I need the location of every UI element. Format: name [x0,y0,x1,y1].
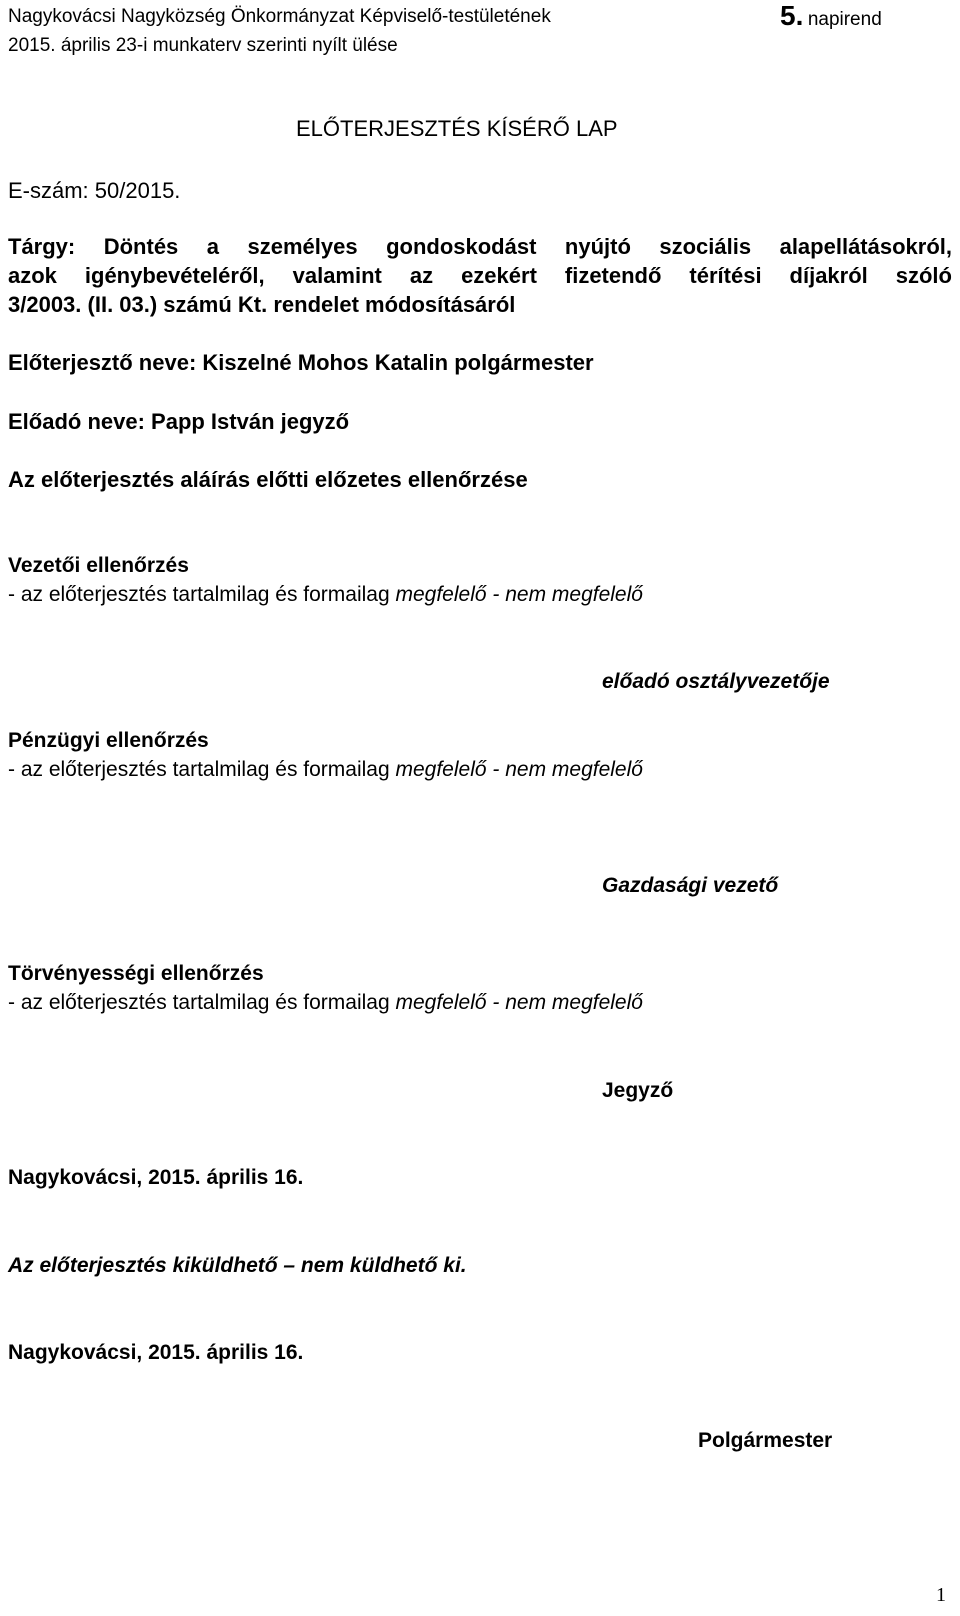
presenter: Előadó neve: Papp István jegyző [8,409,350,434]
date-1: Nagykovácsi, 2015. április 16. [8,1166,304,1189]
statement-prefix: - az előterjesztés tartalmilag és formailag [8,758,396,781]
subject-line-1: Tárgy: Döntés a személyes gondoskodást nyújtó szociális alapellátásokról, [8,234,952,259]
precheck-heading: Az előterjesztés aláírás előtti előzetes ellenőrzése [8,467,528,492]
submitter: Előterjesztő neve: Kiszelné Mohos Katalin polgármester [8,350,594,375]
e-number: E-szám: 50/2015. [8,178,181,203]
statement-prefix: - az előterjesztés tartalmilag és formailag [8,991,396,1014]
agenda-number: 5. [780,0,804,31]
check-statement-legality [8,990,643,1015]
council-line: Nagykovácsi Nagyközség Önkormányzat Képviselő-testületének [8,6,551,27]
signer-management: előadó osztályvezetője [602,670,830,693]
signer-financial: Gazdasági vezető [602,874,779,897]
date-2: Nagykovácsi, 2015. április 16. [8,1341,304,1364]
agenda-word: napirend [807,9,882,30]
page-number: 1 [936,1584,946,1606]
statement-options: megfelelő - nem megfelelő [395,991,643,1014]
statement-prefix: - az előterjesztés tartalmilag és formailag [8,583,396,606]
check-heading-financial: Pénzügyi ellenőrzés [8,729,209,752]
check-statement-management [8,582,643,607]
check-heading-legality: Törvényességi ellenőrzés [8,962,264,985]
statement-options: megfelelő - nem megfelelő [395,758,643,781]
document-title: ELŐTERJESZTÉS KÍSÉRŐ LAP [296,116,618,141]
agenda-label [780,0,882,32]
dispatch-statement: Az előterjesztés kiküldhető – nem küldhető ki. [8,1254,467,1277]
final-signer: Polgármester [698,1429,833,1452]
check-statement-financial [8,757,643,782]
signer-legality: Jegyző [602,1079,674,1102]
meeting-line: 2015. április 23-i munkaterv szerinti nyílt ülése [8,35,398,56]
subject-line-2: azok igénybevételéről, valamint az ezekért fizetendő térítési díjakról szóló [8,263,952,288]
check-heading-management: Vezetői ellenőrzés [8,554,189,577]
subject-line-3: 3/2003. (II. 03.) számú Kt. rendelet módosításáról [8,292,516,317]
statement-options: megfelelő - nem megfelelő [395,583,643,606]
